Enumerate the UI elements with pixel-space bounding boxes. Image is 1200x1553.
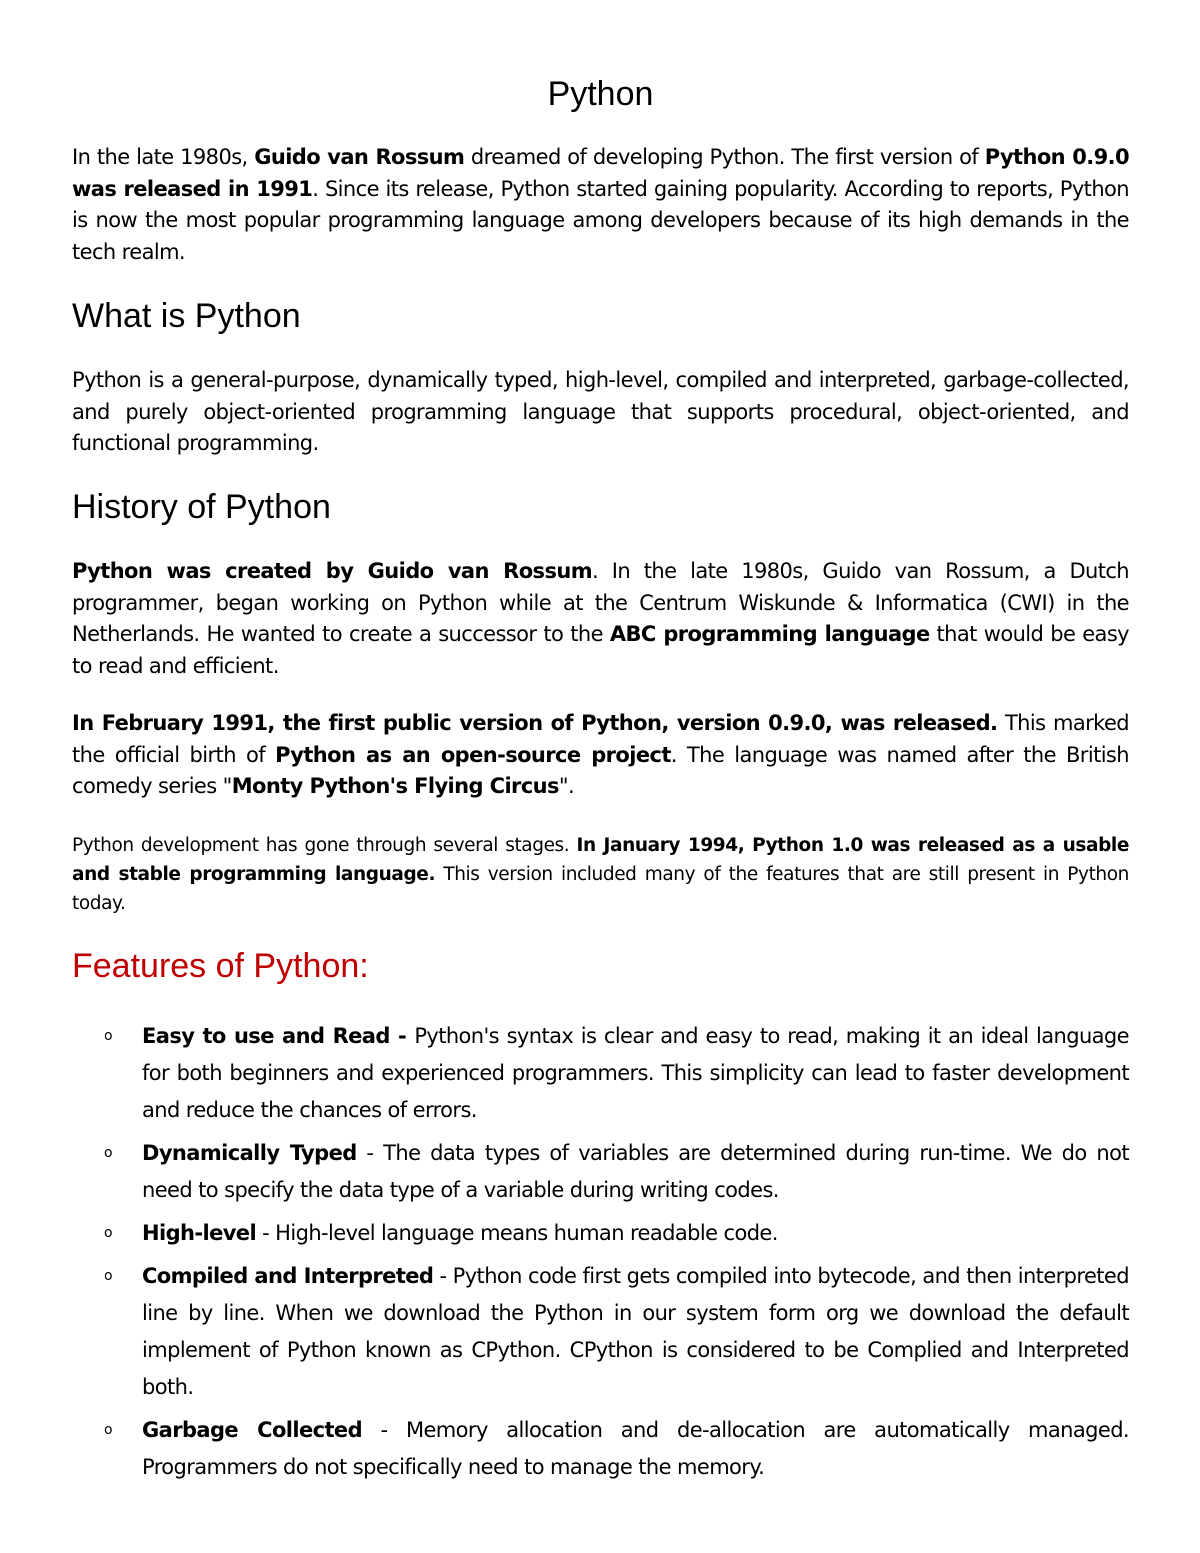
history-p1-text-1: . In the late 1980s, Guido van Rossum, a Dutch programmer, began working on Python while at the Centrum Wiskunde & Informatica (CWI) in the Netherlands. He wanted to create a successor to the bbox=[72, 559, 1130, 646]
history-p2-text-1: This marked the official birth of bbox=[72, 711, 1129, 767]
features-list bbox=[72, 1018, 1129, 1492]
history-p3-text-1: Python development has gone through several stages. bbox=[72, 835, 577, 856]
feature-term: Garbage Collected bbox=[142, 1418, 363, 1442]
history-p2-bold-1: In February 1991, the first public version of Python, version 0.9.0, was released. bbox=[72, 711, 998, 735]
feature-item-dynamically-typed bbox=[72, 1135, 1129, 1209]
intro-paragraph bbox=[72, 142, 1129, 268]
history-paragraph-1 bbox=[72, 556, 1129, 682]
feature-term: Dynamically Typed bbox=[142, 1141, 357, 1165]
feature-item-compiled-and-interpreted bbox=[72, 1258, 1129, 1406]
features-heading: Features of Python: bbox=[72, 947, 369, 985]
history-p1-bold-2: ABC programming language bbox=[609, 622, 930, 646]
history-p2-text-3: ". bbox=[558, 774, 575, 798]
history-heading: History of Python bbox=[72, 488, 331, 526]
history-p2-bold-2: Python as an open-source project bbox=[275, 742, 671, 767]
what-is-paragraph: Python is a general-purpose, dynamically typed, high-level, compiled and interpreted, garbage-collected, and purely object-oriented programming language that supports procedural, object-oriented, and functional programming. bbox=[72, 368, 1129, 455]
bullet-circle-icon: o bbox=[104, 1028, 112, 1044]
bullet-circle-icon: o bbox=[104, 1225, 112, 1241]
feature-desc: - High-level language means human readable code. bbox=[256, 1221, 778, 1245]
feature-term: Easy to use and Read - bbox=[142, 1024, 415, 1048]
intro-bold-1: Guido van Rossum bbox=[254, 145, 465, 169]
intro-bold-2: Python 0.9.0 was released in 1991 bbox=[72, 145, 1130, 201]
document-title: Python bbox=[547, 75, 654, 113]
feature-desc: Python's syntax is clear and easy to read, making it an ideal language for both beginners and experienced programmers. This simplicity can lead to faster development and reduce the chances of errors. bbox=[142, 1024, 1129, 1122]
bullet-circle-icon: o bbox=[104, 1268, 112, 1284]
history-p3-bold-1: In January 1994, Python 1.0 was released as a usable and stable programming language. bbox=[72, 835, 1129, 885]
bullet-circle-icon: o bbox=[104, 1422, 112, 1438]
feature-desc: - The data types of variables are determined during run-time. We do not need to specify the data type of a variable during writing codes. bbox=[142, 1141, 1129, 1202]
history-paragraph-3 bbox=[72, 831, 1129, 918]
feature-term: Compiled and Interpreted bbox=[142, 1264, 434, 1288]
history-p2-bold-3: Monty Python's Flying Circus bbox=[231, 774, 559, 798]
feature-item-easy-to-use bbox=[72, 1018, 1129, 1129]
feature-item-garbage-collected bbox=[72, 1412, 1129, 1486]
feature-item-high-level bbox=[72, 1215, 1129, 1252]
history-p2-text-2: . The language was named after the British comedy series " bbox=[72, 742, 1129, 798]
intro-text-2: dreamed of developing Python. The first version of bbox=[464, 145, 985, 169]
history-paragraph-2 bbox=[72, 708, 1129, 803]
feature-desc: - Python code first gets compiled into bytecode, and then interpreted line by line. When we download the Python in our system form org we download the default implement of Python known as CPython. CPython is considered to be Complied and Interpreted both. bbox=[142, 1264, 1129, 1399]
history-p1-bold-1: Python was created by Guido van Rossum bbox=[72, 559, 592, 583]
bullet-circle-icon: o bbox=[104, 1145, 112, 1161]
intro-text-3: . Since its release, Python started gaining popularity. According to reports, Python is now the most popular programming language among developers because of its high demands in the tech realm. bbox=[72, 176, 1129, 264]
history-p3-text-2: This version included many of the features that are still present in Python today. bbox=[72, 864, 1129, 914]
feature-term: High-level bbox=[142, 1221, 257, 1245]
history-p1-text-2: that would be easy to read and efficient. bbox=[72, 622, 1129, 678]
feature-desc: - Memory allocation and de-allocation are automatically managed. Programmers do not specifically need to manage the memory. bbox=[142, 1418, 1129, 1479]
what-is-heading: What is Python bbox=[72, 297, 301, 335]
intro-text-1: In the late 1980s, bbox=[72, 145, 255, 169]
